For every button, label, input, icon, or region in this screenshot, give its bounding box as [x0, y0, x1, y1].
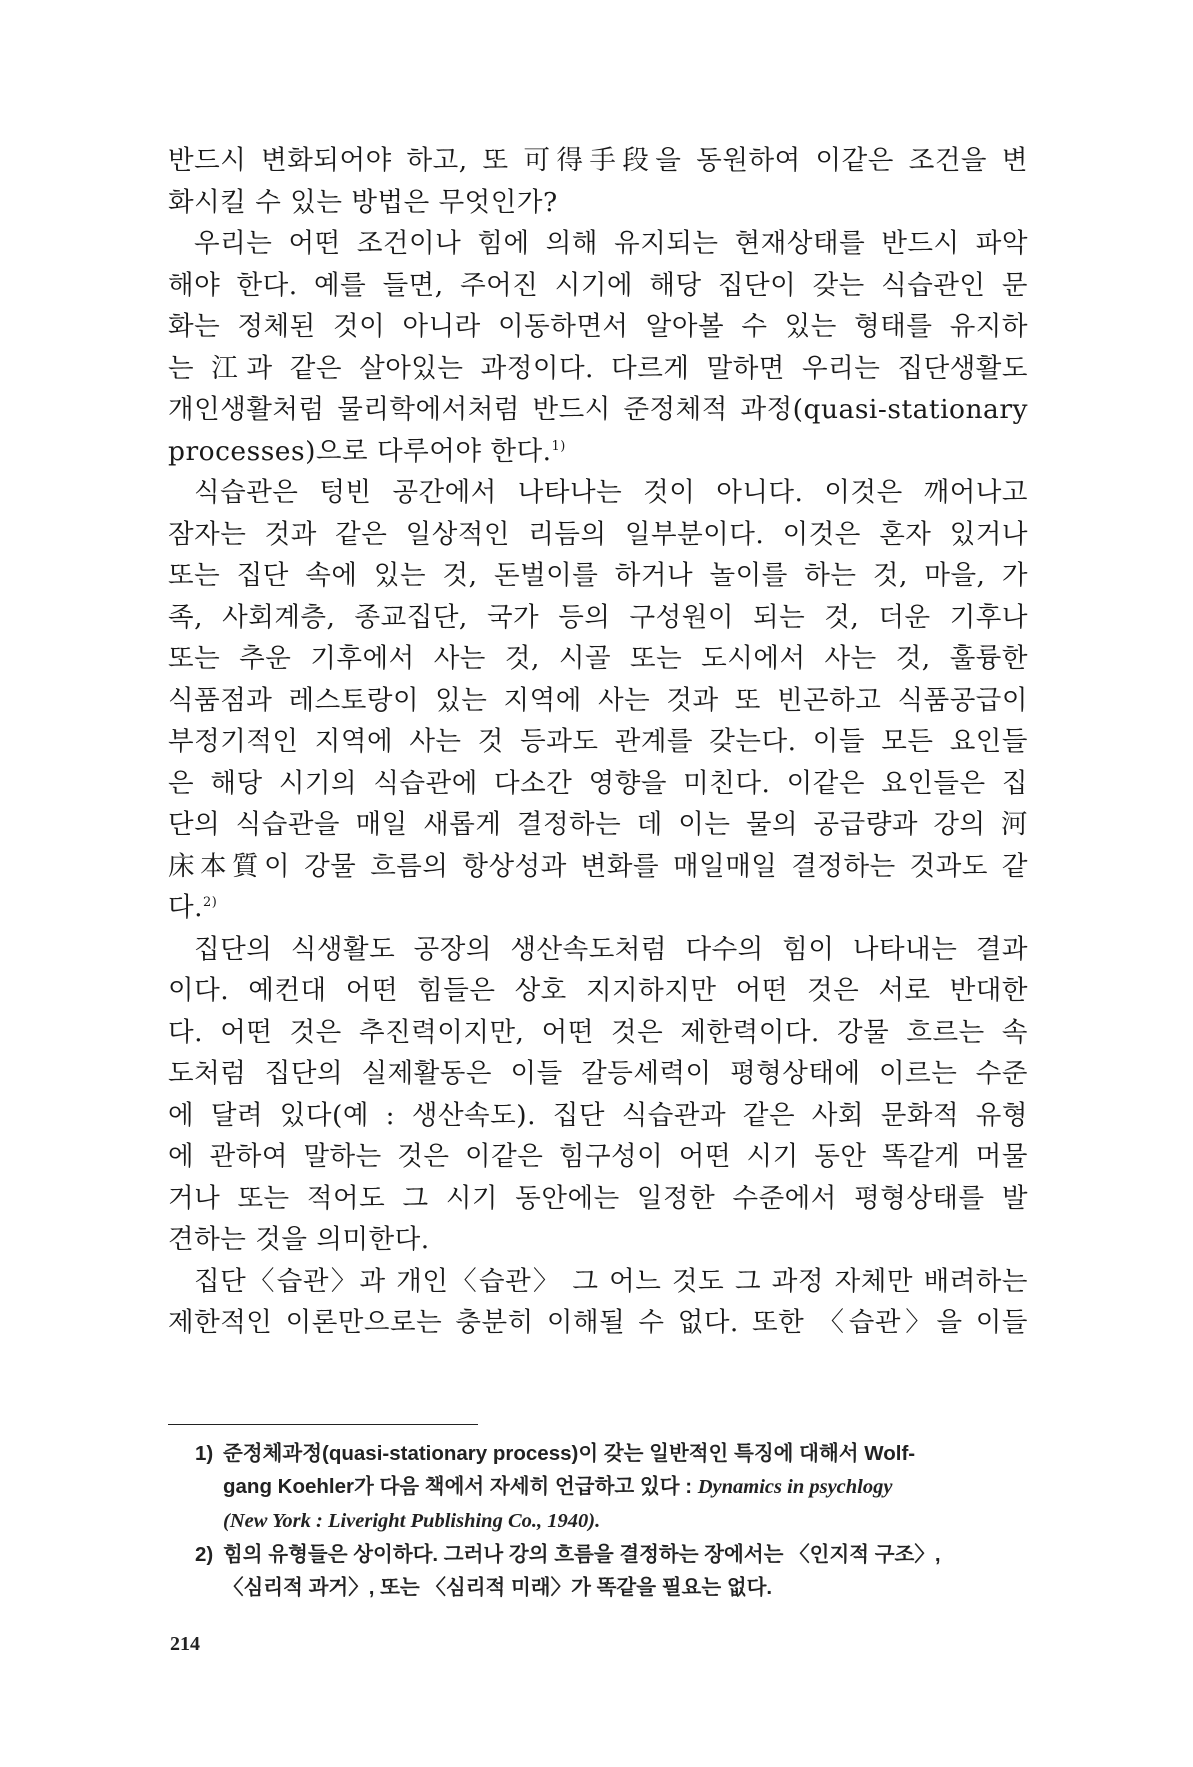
cited-book-title: Dynamics in psychlogy: [697, 1475, 893, 1498]
text-line: 이다. 예컨대 어떤 힘들은 상호 지지하지만 어떤 것은 서로 반대한: [168, 975, 1028, 1006]
footnotes: [195, 1437, 1075, 1604]
page-number: 214: [170, 1633, 200, 1655]
text-line: 단의 식습관을 매일 새롭게 결정하는 데 이는 물의 공급량과 강의 河: [168, 809, 1028, 840]
footnote-text: 〈심리적 과거〉, 또는 〈심리적 미래〉가 똑같을 필요는 없다.: [223, 1575, 773, 1599]
footnote-text: 힘의 유형들은 상이하다. 그러나 강의 흐름을 결정하는 장에서는 〈인지적 구조〉,: [223, 1542, 941, 1566]
text-line: 화시킬 수 있는 방법은 무엇인가?: [168, 186, 558, 218]
text-line: 식품점과 레스토랑이 있는 지역에 사는 것과 또 빈곤하고 식품공급이: [168, 684, 1028, 716]
footnote-2-continued: [195, 1571, 1075, 1604]
footnote-text: gang Koehler가 다음 책에서 자세히 언급하고 있다 :: [223, 1474, 698, 1498]
footnote-1-continued: [195, 1504, 1075, 1538]
text-line: 도처럼 집단의 실제활동은 이들 갈등세력이 평형상태에 이르는 수준: [168, 1058, 1028, 1089]
text-line: 화는 정체된 것이 아니라 이동하면서 알아볼 수 있는 형태를 유지하: [168, 311, 1028, 342]
text-line: 해야 한다. 예를 들면, 주어진 시기에 해당 집단이 갖는 식습관인 문: [168, 269, 1028, 301]
footnote-reference: 1): [551, 438, 566, 454]
footnote-number: 2): [195, 1542, 214, 1566]
text-line: 또는 추운 기후에서 사는 것, 시골 또는 도시에서 사는 것, 훌륭한: [168, 643, 1028, 674]
footnote-number: 1): [195, 1441, 214, 1465]
text-line: 잠자는 것과 같은 일상적인 리듬의 일부분이다. 이것은 혼자 있거나: [168, 518, 1028, 550]
text-line: 다. 어떤 것은 추진력이지만, 어떤 것은 제한력이다. 강물 흐르는 속: [168, 1016, 1028, 1048]
text-line: 에 관하여 말하는 것은 이같은 힘구성이 어떤 시기 동안 똑같게 머물: [168, 1141, 1028, 1172]
footnote-divider: [168, 1424, 478, 1425]
text-line: [168, 887, 1028, 929]
body-text: [168, 140, 1028, 1344]
text-line: 거나 또는 적어도 그 시기 동안에는 일정한 수준에서 평형상태를 발: [168, 1182, 1028, 1214]
footnote-reference: 2): [203, 895, 218, 910]
footnote-text: 준정체과정(quasi-stationary process)이 갖는 일반적인 특징에 대해서 Wolf-: [223, 1441, 916, 1465]
text-line: [168, 431, 1028, 473]
text-line: 견하는 것을 의미한다.: [168, 1224, 430, 1255]
text-line-content: processes)으로 다루어야 한다.: [168, 435, 552, 467]
text-line-content: 다.: [168, 892, 204, 923]
footnote-2: [195, 1538, 1075, 1571]
text-line: 는 江과 같은 살아있는 과정이다. 다르게 말하면 우리는 집단생활도: [168, 352, 1028, 384]
text-line: 집단의 식생활도 공장의 생산속도처럼 다수의 힘이 나타내는 결과: [194, 933, 1028, 965]
text-line: 제한적인 이론만으로는 충분히 이해될 수 없다. 또한 〈습관〉을 이들: [168, 1307, 1028, 1338]
text-line: 반드시 변화되어야 하고, 또 可得手段을 동원하여 이같은 조건을 변: [168, 145, 1028, 176]
text-line: 족, 사회계층, 종교집단, 국가 등의 구성원이 되는 것, 더운 기후나: [168, 601, 1028, 633]
text-line: 부정기적인 지역에 사는 것 등과도 관계를 갖는다. 이들 모든 요인들: [168, 726, 1028, 757]
text-line: 집단〈습관〉과 개인〈습관〉 그 어느 것도 그 과정 자체만 배려하는: [194, 1265, 1028, 1297]
footnote-1: [195, 1437, 1075, 1470]
footnote-1-continued: [195, 1470, 1075, 1504]
text-line: 床本質이 강물 흐름의 항상성과 변화를 매일매일 결정하는 것과도 같: [168, 850, 1028, 882]
text-line: 은 해당 시기의 식습관에 다소간 영향을 미친다. 이같은 요인들은 집: [168, 767, 1028, 799]
publication-info: (New York : Liveright Publishing Co., 1940).: [223, 1509, 601, 1532]
text-line: 개인생활처럼 물리학에서처럼 반드시 준정체적 과정(quasi-stationary: [168, 394, 1028, 425]
text-line: 에 달려 있다(예 : 생산속도). 집단 식습관과 같은 사회 문화적 유형: [168, 1099, 1028, 1131]
text-line: 식습관은 텅빈 공간에서 나타나는 것이 아니다. 이것은 깨어나고: [194, 477, 1028, 508]
text-line: 우리는 어떤 조건이나 힘에 의해 유지되는 현재상태를 반드시 파악: [194, 228, 1028, 259]
text-line: 또는 집단 속에 있는 것, 돈벌이를 하거나 놀이를 하는 것, 마을, 가: [168, 560, 1028, 591]
